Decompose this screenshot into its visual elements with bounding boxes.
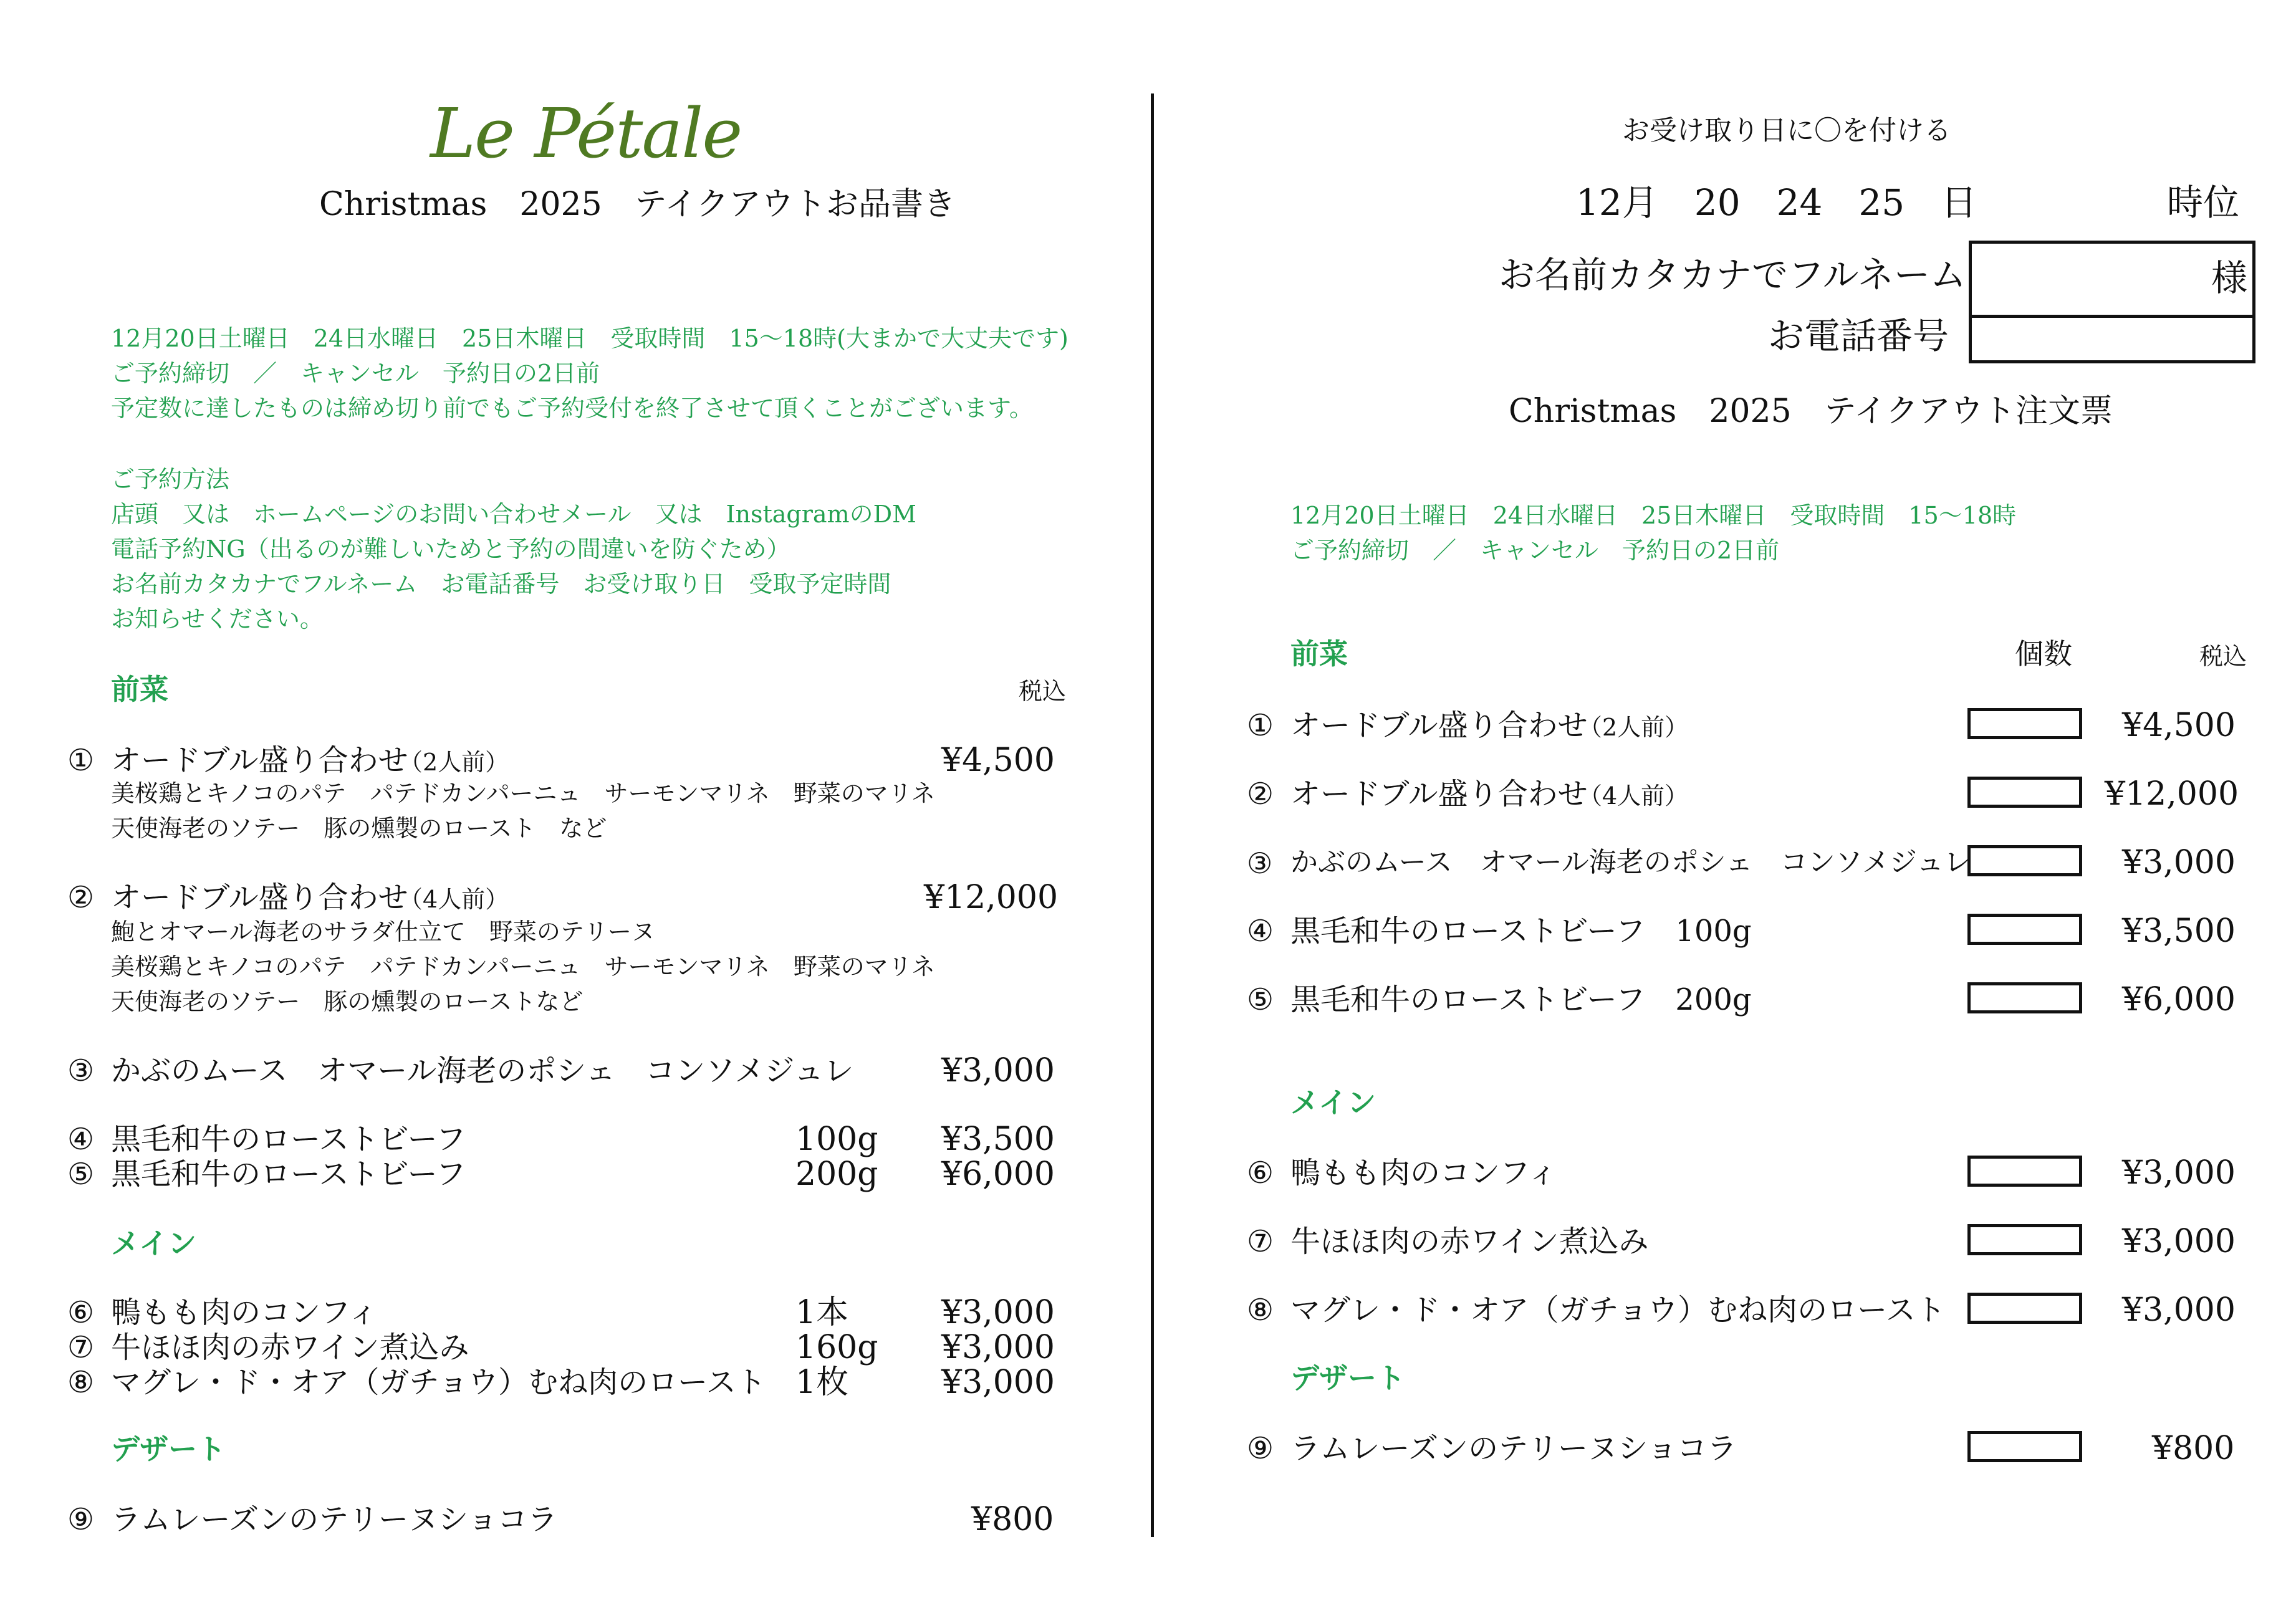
info-line: 電話予約NG（出るのが難しいためと予約の間違いを防ぐため）: [111, 535, 790, 563]
item-number: ⑦: [1247, 1224, 1274, 1259]
item-number: ③: [67, 1053, 95, 1088]
item-description: 美桜鶏とキノコのパテ パテドカンパーニュ サーモンマリネ 野菜のマリネ: [111, 953, 936, 980]
info-line: 予定数に達したものは締め切り前でもご予約受付を終了させて頂くことがございます。: [111, 395, 1033, 422]
section-heading-dessert: デザート: [111, 1432, 226, 1466]
item-number: ③: [1247, 846, 1273, 880]
item-number: ②: [1247, 777, 1274, 812]
item-name: 鴨もも肉のコンフィ: [1290, 1156, 1558, 1190]
honorific-label: 様: [2211, 257, 2247, 299]
info-line: お知らせください。: [111, 605, 324, 633]
info-line: 店頭 又は ホームページのお問い合わせメール 又は InstagramのDM: [111, 500, 916, 528]
item-name: マグレ・ド・オア（ガチョウ）むね肉のロースト: [1290, 1293, 1946, 1328]
item-number: ④: [67, 1122, 95, 1157]
pickup-time-label[interactable]: 時位: [2167, 181, 2240, 224]
item-description: 天使海老のソテー 豚の燻製のローストなど: [111, 988, 584, 1015]
quantity-input[interactable]: [1967, 777, 2082, 808]
item-name: 黒毛和牛のローストビーフ: [111, 1157, 466, 1192]
item-amount: 160g: [795, 1329, 878, 1366]
item-price: ¥4,500: [2122, 707, 2236, 744]
item-price: ¥800: [2152, 1430, 2235, 1467]
item-note: （4人前）: [1578, 782, 1689, 810]
phone-field[interactable]: [1969, 315, 2255, 363]
item-number: ⑥: [1247, 1156, 1274, 1190]
item-number: ⑦: [67, 1330, 95, 1365]
item-description: 天使海老のソテー 豚の燻製のロースト など: [111, 815, 607, 842]
item-price: ¥3,000: [941, 1294, 1055, 1331]
item-name: 黒毛和牛のローストビーフ 200g: [1290, 982, 1752, 1017]
quantity-input[interactable]: [1967, 1431, 2082, 1462]
item-number: ⑤: [67, 1157, 95, 1192]
phone-label: お電話番号: [1768, 315, 1949, 357]
order-form-title: Christmas 2025 テイクアウト注文票: [1509, 393, 2113, 430]
item-number: ⑤: [1247, 982, 1274, 1017]
quantity-input[interactable]: [1967, 708, 2082, 739]
item-name: 牛ほほ肉の赤ワイン煮込み: [1290, 1224, 1649, 1259]
item-name: マグレ・ド・オア（ガチョウ）むね肉のロースト: [111, 1365, 766, 1400]
quantity-column-label: 個数: [2015, 637, 2072, 671]
quantity-input[interactable]: [1967, 914, 2082, 945]
item-number: ④: [1247, 914, 1274, 949]
item-price: ¥3,500: [2122, 912, 2236, 950]
menu-title: Christmas 2025 テイクアウトお品書き: [319, 186, 956, 223]
item-number: ⑨: [1247, 1431, 1274, 1466]
name-field[interactable]: [1969, 241, 2255, 318]
info-line: 12月20日土曜日 24日水曜日 25日木曜日 受取時間 15～18時(大まかで大丈夫です): [111, 325, 1069, 352]
item-amount: 100g: [795, 1121, 878, 1158]
info-line: ご予約方法: [111, 466, 230, 493]
item-price: ¥3,000: [941, 1329, 1055, 1366]
item-name: オードブル盛り合わせ: [111, 880, 408, 915]
item-name: ラムレーズンのテリーヌショコラ: [111, 1502, 558, 1537]
item-number: ⑨: [67, 1502, 95, 1537]
item-name: かぶのムース オマール海老のポシェ コンソメジュレ: [111, 1053, 854, 1088]
item-note: （4人前）: [399, 886, 509, 913]
item-price: ¥12,000: [924, 879, 1059, 916]
pickup-instruction: お受け取り日に〇を付ける: [1622, 115, 1951, 146]
item-price: ¥4,500: [941, 742, 1055, 779]
item-name: 牛ほほ肉の赤ワイン煮込み: [111, 1330, 469, 1365]
item-number: ⑧: [67, 1365, 95, 1400]
section-heading-dessert: デザート: [1290, 1361, 1405, 1395]
item-name: オードブル盛り合わせ: [1290, 777, 1588, 812]
item-number: ②: [67, 880, 95, 915]
item-price: ¥3,000: [2122, 1154, 2236, 1192]
info-line: ご予約締切 ／ キャンセル 予約日の2日前: [1290, 537, 1780, 564]
item-number: ⑥: [67, 1295, 95, 1330]
item-price: ¥6,000: [941, 1156, 1055, 1193]
restaurant-logo: Le Pétale: [430, 93, 742, 173]
item-name: オードブル盛り合わせ: [1290, 708, 1588, 743]
item-price: ¥3,500: [941, 1121, 1055, 1158]
quantity-input[interactable]: [1967, 1156, 2082, 1187]
item-name: 黒毛和牛のローストビーフ 100g: [1290, 914, 1752, 949]
item-amount: 1本: [795, 1294, 849, 1331]
item-price: ¥3,000: [2122, 844, 2236, 881]
item-price: ¥6,000: [2122, 981, 2236, 1018]
item-number: ⑧: [1247, 1293, 1274, 1328]
pickup-date-line[interactable]: 12月 20 24 25 日: [1576, 181, 1977, 224]
section-heading-main: メイン: [1290, 1086, 1376, 1119]
info-line: 12月20日土曜日 24日水曜日 25日木曜日 受取時間 15～18時: [1290, 502, 2017, 529]
tax-included-label: 税込: [1019, 677, 1067, 705]
quantity-input[interactable]: [1967, 982, 2082, 1013]
item-amount: 1枚: [795, 1364, 849, 1401]
item-amount: 200g: [795, 1156, 878, 1193]
item-name: 黒毛和牛のローストビーフ: [111, 1122, 466, 1157]
info-line: ご予約締切 ／ キャンセル 予約日の2日前: [111, 360, 600, 387]
section-heading-appetizer: 前菜: [111, 673, 168, 706]
item-price: ¥3,000: [2122, 1291, 2236, 1329]
quantity-input[interactable]: [1967, 845, 2082, 876]
item-note: （2人前）: [1578, 714, 1689, 741]
item-price: ¥800: [971, 1501, 1054, 1538]
item-name: かぶのムース オマール海老のポシェ コンソメジュレ: [1290, 846, 1972, 878]
item-description: 鮑とオマール海老のサラダ仕立て 野菜のテリーヌ: [111, 918, 655, 946]
quantity-input[interactable]: [1967, 1293, 2082, 1324]
tax-included-label: 税込: [2199, 643, 2247, 670]
section-heading-appetizer: 前菜: [1290, 637, 1348, 671]
page-divider: [1151, 93, 1154, 1537]
item-description: 美桜鶏とキノコのパテ パテドカンパーニュ サーモンマリネ 野菜のマリネ: [111, 780, 936, 807]
quantity-input[interactable]: [1967, 1224, 2082, 1255]
item-number: ①: [1247, 708, 1274, 743]
section-heading-main: メイン: [111, 1227, 197, 1260]
item-name: ラムレーズンのテリーヌショコラ: [1290, 1431, 1737, 1466]
item-price: ¥3,000: [941, 1364, 1055, 1401]
name-label: お名前カタカナでフルネーム: [1499, 254, 1966, 296]
item-price: ¥12,000: [2105, 775, 2239, 813]
item-note: （2人前）: [399, 749, 509, 776]
item-price: ¥3,000: [2122, 1223, 2236, 1260]
item-number: ①: [67, 743, 95, 778]
item-name: オードブル盛り合わせ: [111, 743, 408, 778]
item-name: 鴨もも肉のコンフィ: [111, 1295, 378, 1330]
info-line: お名前カタカナでフルネーム お電話番号 お受け取り日 受取予定時間: [111, 570, 891, 598]
item-price: ¥3,000: [941, 1052, 1055, 1089]
